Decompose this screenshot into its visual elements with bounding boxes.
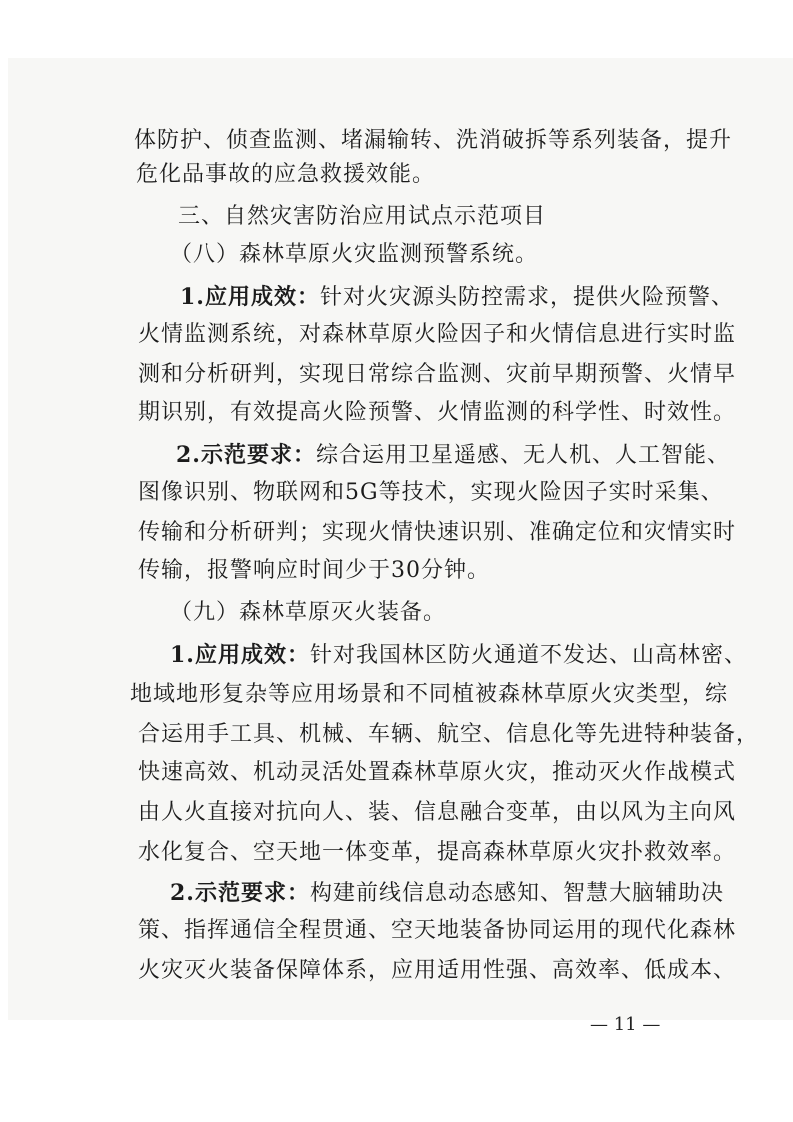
paragraph-line: 期识别，有效提高火险预警、火情监测的科学性、时效性。 (138, 400, 737, 425)
paragraph-line: 快速高效、机动灵活处置森林草原火灾，推动灭火作战模式 (138, 760, 737, 785)
paragraph-line: 地域地形复杂等应用场景和不同植被森林草原火灾类型，综 (130, 682, 729, 707)
paragraph-line: 策、指挥通信全程贯通、空天地装备协同运用的现代化森林 (138, 918, 737, 943)
paragraph-line: 火灾灭火装备保障体系，应用适用性强、高效率、低成本、 (138, 958, 737, 983)
paragraph-line: 火情监测系统，对森林草原火险因子和火情信息进行实时监 (138, 322, 737, 347)
paragraph-line: 1.应用成效：针对我国林区防火通道不发达、山高林密、 (170, 642, 747, 668)
paragraph-line: 合运用手工具、机械、车辆、航空、信息化等先进特种装备， (138, 722, 760, 747)
paragraph-line: 水化复合、空天地一体变革，提高森林草原火灾扑救效率。 (138, 840, 737, 865)
paragraph-line: 测和分析研判，实现日常综合监测、灾前早期预警、火情早 (138, 362, 737, 387)
paragraph-line: 传输和分析研判；实现火情快速识别、准确定位和灾情实时 (138, 520, 737, 545)
paragraph-line: 2.示范要求：构建前线信息动态感知、智慧大脑辅助决 (170, 880, 724, 906)
paragraph-line: 2.示范要求：综合运用卫星遥感、无人机、人工智能、 (176, 442, 730, 468)
section-heading: 三、自然灾害防治应用试点示范项目 (178, 204, 547, 229)
subsection-heading: （九）森林草原灭火装备。 (170, 600, 447, 625)
paragraph-line: 由人火直接对抗向人、装、信息融合变革，由以风为主向风 (138, 800, 737, 825)
paragraph-line: 危化品事故的应急救援效能。 (136, 162, 436, 187)
paragraph-line: 体防护、侦查监测、堵漏输转、洗消破拆等系列装备，提升 (134, 128, 733, 153)
paragraph-line: 传输，报警响应时间少于30分钟。 (138, 558, 490, 583)
page-number: — 11 — (590, 1014, 661, 1035)
paragraph-line: 图像识别、物联网和5G等技术，实现火险因子实时采集、 (138, 480, 724, 505)
paragraph-line: 1.应用成效：针对火灾源头防控需求，提供火险预警、 (180, 284, 734, 310)
subsection-heading: （八）森林草原火灾监测预警系统。 (170, 242, 539, 267)
